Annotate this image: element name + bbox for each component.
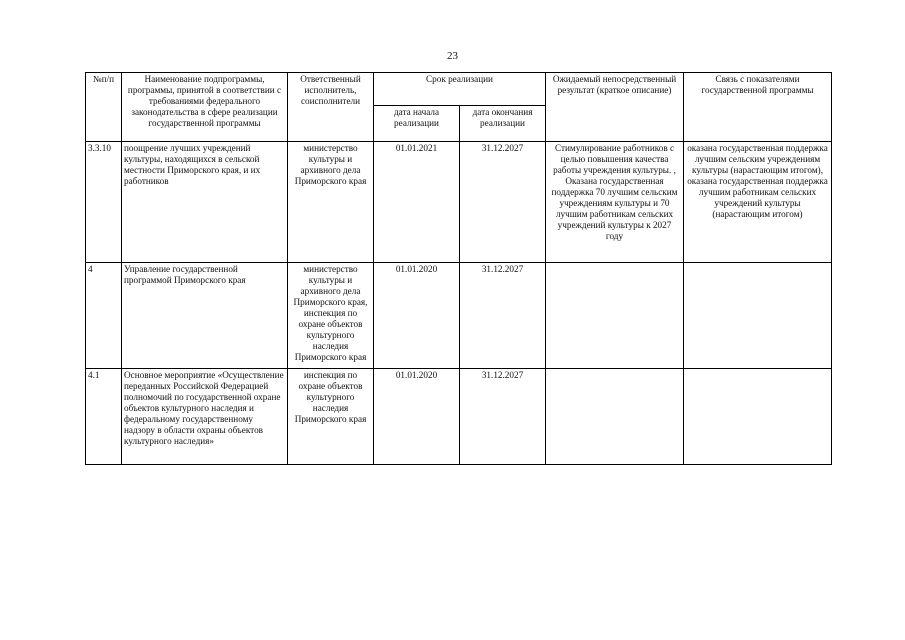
row-result	[546, 263, 684, 369]
row-start: 01.01.2020	[374, 263, 460, 369]
row-num: 4.1	[86, 369, 122, 465]
row-name: поощрение лучших учреждений культуры, находящихся в сельской местности Приморского края, и их работников	[122, 142, 288, 263]
program-table	[85, 72, 832, 465]
table-row	[86, 369, 832, 465]
header-period: Срок реализации	[374, 73, 546, 106]
header-responsible: Ответственный исполнитель, соисполнители	[288, 73, 374, 142]
row-end: 31.12.2027	[460, 142, 546, 263]
table-row	[86, 142, 832, 263]
header-result: Ожидаемый непосредственный результат (краткое описание)	[546, 73, 684, 142]
header-link: Связь с показателями государственной программы	[684, 73, 832, 142]
row-link	[684, 369, 832, 465]
header-end: дата окончания реализации	[460, 106, 546, 142]
header-name: Наименование подпрограммы, программы, принятой в соответствии с требованиями федерального законодательства в сфере реализации государственной программы	[122, 73, 288, 142]
row-name: Управление государственной программой Приморского края	[122, 263, 288, 369]
row-responsible: министерство культуры и архивного дела Приморского края, инспекция по охране объектов культурного наследия Приморского края	[288, 263, 374, 369]
row-start: 01.01.2021	[374, 142, 460, 263]
table-row	[86, 263, 832, 369]
row-end: 31.12.2027	[460, 263, 546, 369]
row-num: 3.3.10	[86, 142, 122, 263]
row-end: 31.12.2027	[460, 369, 546, 465]
row-result: Стимулирование работников с целью повышения качества работы учреждения культуры. , Оказана государственная поддержка 70 лучшим сельским учреждениям культуры и 70 лучшим работникам сельских учреждений культуры к 2027 году	[546, 142, 684, 263]
header-num: №п/п	[86, 73, 122, 142]
row-result	[546, 369, 684, 465]
row-responsible: министерство культуры и архивного дела Приморского края	[288, 142, 374, 263]
header-start: дата начала реализации	[374, 106, 460, 142]
row-responsible: инспекция по охране объектов культурного наследия Приморского края	[288, 369, 374, 465]
row-start: 01.01.2020	[374, 369, 460, 465]
row-link: оказана государственная поддержка лучшим сельским учреждениям культуры (нарастающим итогом), оказана государственная поддержка лучшим работникам сельских учреждений культуры (нарастающим итогом)	[684, 142, 832, 263]
table-header	[86, 73, 832, 142]
page-number: 23	[447, 50, 458, 62]
row-num: 4	[86, 263, 122, 369]
row-name: Основное мероприятие «Осуществление переданных Российской Федерацией полномочий по государственной охране объектов культурного наследия и федеральному государственному надзору в области охраны объектов культурного наследия»	[122, 369, 288, 465]
row-link	[684, 263, 832, 369]
